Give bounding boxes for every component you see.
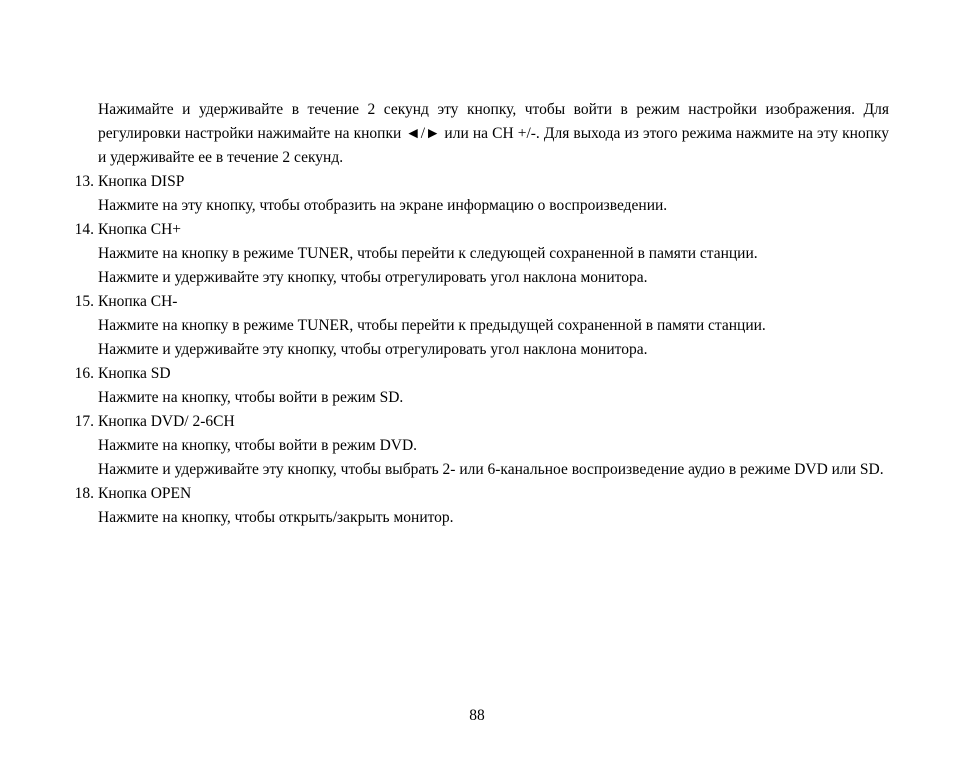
item-number: 18. [74, 485, 94, 502]
list-item-16 [74, 362, 889, 410]
item-paragraph: Нажмите на кнопку, чтобы войти в режим DVD. [98, 437, 418, 454]
item-paragraph: Нажмите на кнопку, чтобы войти в режим SD. [98, 389, 404, 406]
item-number: 14. [74, 221, 94, 238]
item-paragraph: Нажмите и удерживайте эту кнопку, чтобы отрегулировать угол наклона монитора. [98, 341, 648, 358]
item-paragraph: Нажмите на кнопку, чтобы открыть/закрыть монитор. [98, 509, 454, 526]
page-content [74, 98, 889, 530]
item-number: 17. [74, 413, 94, 430]
page-number: 88 [469, 707, 485, 724]
list-item-17 [74, 410, 889, 482]
item-title: Кнопка DVD/ 2-6CH [98, 413, 235, 430]
list-item-15 [74, 290, 889, 362]
list-item-14 [74, 218, 889, 290]
item-title: Кнопка CH+ [98, 221, 182, 238]
item-paragraph: Нажмите и удерживайте эту кнопку, чтобы выбрать 2- или 6-канальное воспроизведение аудио в режиме DVD или SD. [98, 461, 884, 478]
item-title: Кнопка DISP [98, 173, 185, 190]
intro-paragraph: Нажимайте и удерживайте в течение 2 секунд эту кнопку, чтобы войти в режим настройки изображения. Для регулировки настройки нажимайте на кнопки ◄/► или на CH +/-. Для выхода из этого режима нажмите на эту кнопку и удерживайте ее в течение 2 секунд. [98, 101, 889, 166]
item-title: Кнопка CH- [98, 293, 178, 310]
list-item-18 [74, 482, 889, 530]
item-paragraph: Нажмите на кнопку в режиме TUNER, чтобы перейти к следующей сохраненной в памяти станции. [98, 245, 758, 262]
item-number: 13. [74, 173, 94, 190]
item-number: 16. [74, 365, 94, 382]
item-paragraph: Нажмите и удерживайте эту кнопку, чтобы отрегулировать угол наклона монитора. [98, 269, 648, 286]
list-item-13 [74, 170, 889, 218]
item-number: 15. [74, 293, 94, 310]
item-paragraph: Нажмите на кнопку в режиме TUNER, чтобы перейти к предыдущей сохраненной в памяти станции. [98, 317, 766, 334]
item-title: Кнопка SD [98, 365, 171, 382]
item-title: Кнопка OPEN [98, 485, 192, 502]
item-paragraph: Нажмите на эту кнопку, чтобы отобразить на экране информацию о воспроизведении. [98, 197, 668, 214]
